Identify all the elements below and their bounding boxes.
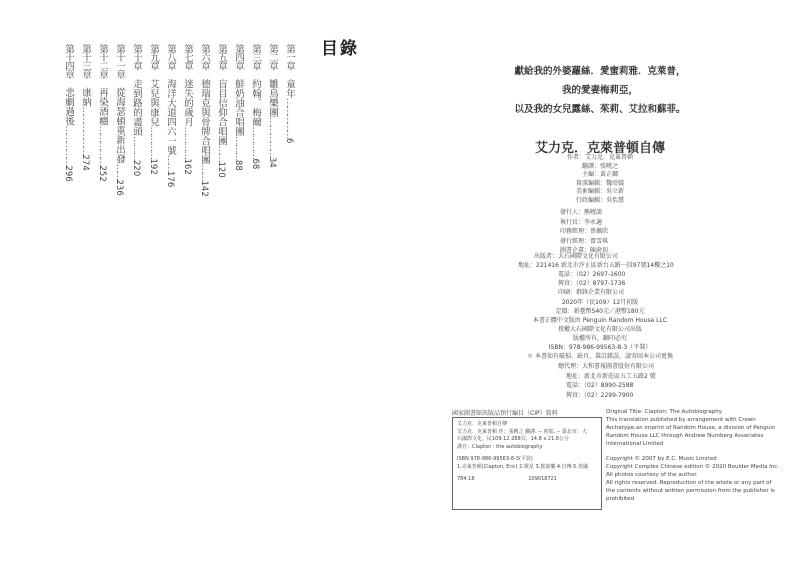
toc-page-number: 192 (148, 158, 158, 175)
toc-chapter-title: 康納 (80, 87, 91, 107)
printing-manager: 印務經理：蔡佩欣 (560, 228, 609, 235)
toc-chapter-number: 第三章 (250, 44, 261, 70)
author-line: 作者：艾力克．克萊普頓 (566, 154, 633, 161)
rights-line: 本書正體中文版由 Penguin Random House LLC (532, 317, 668, 324)
auth-line: 授權大石國際文化有限公司出版 (557, 326, 642, 333)
eng-line: All rights reserved. Reproduction of the whole or any part of (606, 480, 772, 486)
toc-leader-dots: ………… (182, 126, 193, 159)
cip-line: 艾力克．克萊普頓自傳 (457, 421, 508, 427)
toc-page-number: 120 (216, 161, 226, 178)
toc-entry (214, 44, 228, 197)
toc-page-number: 6 (284, 138, 294, 144)
dedication (400, 62, 800, 119)
toc-chapter-number: 第二章 (267, 44, 278, 70)
toc-spacer (80, 78, 91, 88)
toc-list (61, 44, 296, 197)
toc-page-number: 274 (80, 154, 90, 171)
toc-leader-dots: …… (114, 163, 125, 180)
return-notice: ＊ 本書如有破損、缺頁、裝訂錯誤，請寄回本公司更換 (527, 353, 673, 360)
toc-chapter-title: 雛鳥樂團 (267, 79, 278, 117)
toc-spacer (250, 70, 261, 80)
toc-entry (129, 44, 143, 197)
toc-leader-dots: …… (199, 164, 210, 181)
toc-entry (146, 44, 160, 197)
publisher-address: 地址：221416 新北市汐止區新台五路一段97號14樓之10 (518, 262, 674, 269)
toc-spacer (165, 70, 176, 80)
toc-chapter-number: 第四章 (233, 44, 244, 70)
planning-person: 圖書企畫：陳俞初 (560, 247, 609, 254)
toc-chapter-number: 第十章 (131, 44, 142, 70)
edition-info (400, 298, 800, 361)
toc-spacer (148, 70, 159, 80)
toc-page-number: 176 (165, 171, 175, 188)
cip-line: 譯自：Clapton : the autobiography (457, 443, 543, 450)
distributor-phone: 電話：（02）8990-2588 (566, 382, 634, 389)
toc-entry (180, 44, 194, 197)
cip-record-code: 109018721 (528, 476, 557, 482)
distributor-info (558, 362, 656, 400)
publisher-name: 出版者：大石國際文化有限公司 (534, 253, 619, 260)
eng-line: Archetype,an imprint of Random House, a division of Penguin (606, 425, 776, 431)
toc-entry (248, 44, 262, 197)
toc-entry (163, 44, 177, 197)
toc-spacer (114, 78, 125, 88)
toc-spacer (97, 78, 108, 88)
publisher-person: 發行人：熊曉鴿 (560, 209, 603, 216)
toc-entry (265, 44, 279, 197)
toc-chapter-number: 第十四章 (63, 44, 74, 78)
toc-page-number: 88 (233, 160, 243, 171)
toc-entry (197, 44, 211, 197)
toc-chapter-title: 走到路的盡頭 (131, 79, 142, 136)
toc-entry (231, 44, 245, 197)
english-copyright (606, 408, 796, 503)
toc-entry (78, 44, 92, 197)
toc-spacer (284, 70, 295, 80)
toc-chapter-number: 第十一章 (114, 44, 125, 78)
toc-spacer (216, 70, 227, 80)
editor-line: 主編：黃正綱 (581, 171, 618, 178)
toc-entry (61, 44, 75, 197)
toc-page-number: 68 (250, 158, 260, 170)
credits (400, 154, 800, 205)
toc-entry (112, 44, 126, 197)
toc-leader-dots: ……………… (80, 106, 91, 155)
eng-line: Original Title: Clapton: The Autobiography (606, 409, 722, 415)
toc-chapter-number: 第七章 (182, 44, 193, 70)
staff-list (560, 208, 608, 256)
toc-title: 目錄 (321, 39, 359, 59)
book-title: 艾力克．克萊普頓自傳 (534, 141, 665, 156)
cip-class-code: 784.18 (457, 476, 475, 482)
dedication-line: 以及我的女兒露絲、茱莉、艾拉和蘇菲。 (514, 104, 686, 115)
toc-spacer (63, 78, 74, 88)
toc-leader-dots: …… (216, 145, 227, 162)
distributor-agent: 總代理：大和書報圖書股份有限公司 (558, 363, 655, 370)
toc-chapter-title: 鮮奶油合唱團 (233, 79, 244, 136)
toc-chapter-title: 德瑞克與骨牌合唱團 (199, 79, 210, 165)
cip-box (452, 417, 602, 510)
toc-entry (95, 44, 109, 197)
isbn: ISBN：978-986-99563-8-3（平裝） (548, 344, 652, 351)
toc-chapter-number: 第六章 (199, 44, 210, 70)
printer: 印刷：群鋒企業有限公司 (558, 289, 625, 296)
toc-chapter-title: 再染酒癮 (97, 87, 108, 126)
toc-spacer (233, 70, 244, 80)
cip-codes (457, 476, 597, 484)
toc-page-number: 34 (267, 157, 277, 168)
eng-line: prohibited (606, 496, 635, 502)
eng-line: Copyright Complex Chinese edition © 2020 Boulder Media Inc. (606, 464, 780, 470)
cip-line: 石國際文化，民109.12 288頁；14.8 x 21.6公分 (457, 436, 570, 442)
eng-line: the contents without written permission from the publisher is (606, 488, 775, 494)
toc-leader-dots: ……… (131, 136, 142, 160)
eng-line: All photos courtesy of the author. (606, 472, 698, 478)
toc-leader-dots: ………… (148, 126, 159, 159)
toc-page-number: 296 (63, 165, 73, 182)
toc-chapter-number: 第五章 (216, 44, 227, 70)
toc-chapter-title: 迷失的歲月 (182, 79, 193, 127)
exec-person: 執行長：李永適 (560, 218, 603, 226)
copyright-notice: 版權所有，翻印必究 (572, 335, 627, 342)
cip-line: 艾力克．克萊普頓 作；張曉之 翻譯. -- 初版. -- 臺北市：大 (457, 428, 587, 435)
toc-leader-dots: …………… (284, 98, 295, 138)
publisher-phone: 電話：（02）2697-1600 (558, 271, 626, 278)
art-editor-line: 美術編輯：吳立新 (575, 188, 624, 195)
toc-page-number: 236 (114, 179, 124, 196)
dedication-line: 獻給我的外婆蘿絲．愛蜜莉雅．克萊普， (514, 66, 686, 77)
toc-spacer (199, 70, 210, 80)
toc-chapter-title: 約翰．梅爾 (250, 79, 261, 127)
marketing-line: 行政編輯：吳怡慧 (575, 196, 624, 204)
cip-line: 1.克萊普頓(Clapton, Eric) 2.歌星 3.搖滾樂 4.自傳 5.英國 (457, 463, 588, 470)
toc-chapter-number: 第一章 (284, 44, 295, 70)
toc-page-number: 220 (131, 160, 141, 177)
translator-line: 翻譯：張曉之 (581, 162, 618, 170)
toc-leader-dots: …………… (97, 125, 108, 166)
toc-chapter-number: 第八章 (165, 44, 176, 70)
toc-spacer (182, 70, 193, 80)
price: 定價：新臺幣540元／港幣180元 (555, 308, 645, 315)
cip-header: 國家圖書館出版品預行編目（CIP）資料 (452, 410, 558, 417)
distributor-fax: 傳真：（02）2299-7900 (566, 391, 634, 399)
managing-editor-line: 資深編輯：魏靖儀 (575, 179, 624, 187)
toc-leader-dots: …………… (63, 125, 74, 166)
eng-line: International Limited (606, 441, 664, 447)
toc-leader-dots: ……… (233, 136, 244, 160)
toc-chapter-title: 悲劇過後 (63, 87, 74, 126)
distribution-manager: 發行經理：曾雪琪 (560, 237, 609, 245)
toc-chapter-title: 童年 (284, 79, 295, 98)
toc-leader-dots: …… (165, 155, 176, 171)
toc-chapter-title: 海洋大道四六一號 (165, 79, 176, 155)
toc-page-number: 162 (182, 158, 192, 175)
toc-page-number: 142 (199, 180, 209, 197)
toc-chapter-number: 第九章 (148, 44, 159, 70)
distributor-address: 地址：新北市新莊區五工五路2 號 (566, 372, 656, 380)
toc-chapter-title: 盲目信仰合唱團 (216, 79, 227, 146)
eng-line: This translation published by arrangement with Crown (606, 417, 756, 423)
eng-line: Copyright © 2007 by E.C. Music Limited (606, 456, 717, 462)
publisher-fax: 傳真：（02）8797-1736 (558, 280, 626, 287)
toc-spacer (131, 70, 142, 80)
eng-line: Random House LLC through Andrew Numberg Associates (606, 433, 764, 439)
toc-leader-dots: ………… (250, 126, 261, 159)
edition-date: 2020年（民109）12月初版 (561, 299, 639, 306)
toc-chapter-title: 艾兒與康兒 (148, 79, 159, 127)
cip-line: ISBN 978-986-99563-8-3(平裝) (457, 456, 533, 462)
toc-entry (282, 44, 296, 197)
toc-chapter-number: 第十二章 (97, 44, 108, 78)
toc-spacer (267, 70, 278, 80)
publisher-info (518, 252, 674, 297)
toc-leader-dots: …………… (267, 117, 278, 157)
toc-page-number: 252 (97, 165, 107, 182)
dedication-line: 我的愛妻梅莉亞， (561, 85, 638, 96)
toc-chapter-title: 從海瑟頓重新出發 (114, 87, 125, 164)
toc-chapter-number: 第十三章 (80, 44, 91, 78)
